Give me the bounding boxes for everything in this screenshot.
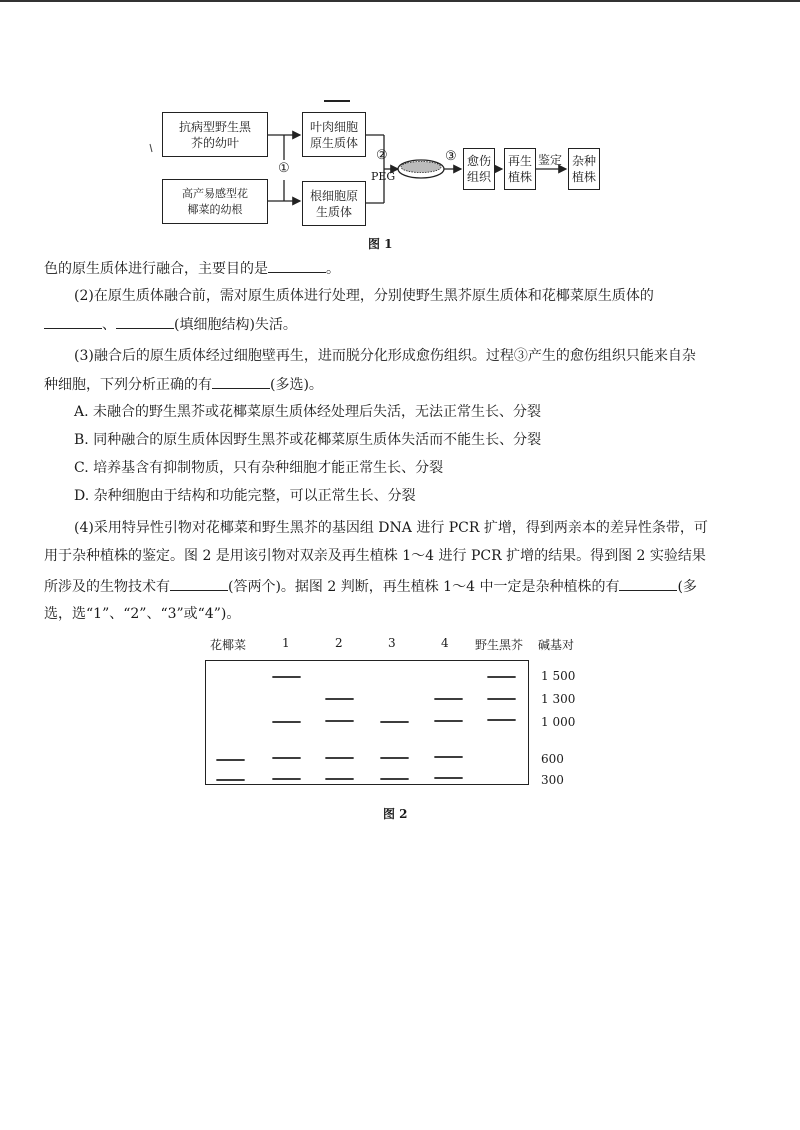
figure-2-caption: 图 2 <box>383 807 408 821</box>
option-b: B. 同种融合的原生质体因野生黑芥或花椰菜原生质体失活而不能生长、分裂 <box>74 432 542 448</box>
option-d: D. 杂种细胞由于结构和功能完整，可以正常生长、分裂 <box>74 488 416 504</box>
box-cauliflower-root: 高产易感型花椰菜的幼根 <box>162 179 268 224</box>
lane-label-cauliflower: 花椰菜 <box>210 638 247 652</box>
box-callus: 愈伤组织 <box>463 148 495 190</box>
question-2-line-1: (2)在原生质体融合前，需对原生质体进行处理，分别使野生黑芥原生质体和花椰菜原生质体的 <box>74 288 654 304</box>
size-300: 300 <box>541 773 564 787</box>
line-fusion-purpose: 色的原生质体进行融合，主要目的是 。 <box>44 258 760 279</box>
question-4-line-3: 所涉及的生物技术有 (答两个)。据图 2 判断，再生植株 1～4 中一定是杂种植株的有 (多 <box>44 576 760 597</box>
identify-label: 鉴定 <box>538 153 563 167</box>
step-3-label: ③ <box>445 149 457 164</box>
question-2-line-2: 、 (填细胞结构)失活。 <box>44 314 760 335</box>
box-hybrid-plant: 杂种植株 <box>568 148 600 190</box>
lane-label-2: 2 <box>335 636 343 650</box>
box-root-protoplast: 根细胞原生质体 <box>302 181 366 226</box>
peg-label: PEG <box>371 170 396 183</box>
lane-label-3: 3 <box>388 636 396 650</box>
question-4-line-2: 用于杂种植株的鉴定。图 2 是用该引物对双亲及再生植株 1～4 进行 PCR 扩增的结果。得到图 2 实验结果 <box>44 548 706 564</box>
option-c: C. 培养基含有抑制物质，只有杂种细胞才能正常生长、分裂 <box>74 460 444 476</box>
box-regenerated-plant: 再生植株 <box>504 148 536 190</box>
question-4-line-1: (4)采用特异性引物对花椰菜和野生黑芥的基因组 DNA 进行 PCR 扩增，得到两亲本的差异性条带，可 <box>74 520 708 536</box>
box-wild-mustard-leaf: 抗病型野生黑芥的幼叶 <box>162 112 268 157</box>
size-600: 600 <box>541 752 564 766</box>
option-a: A. 未融合的野生黑芥或花椰菜原生质体经处理后失活，无法正常生长、分裂 <box>74 404 542 420</box>
size-1300: 1 300 <box>541 692 576 706</box>
size-1500: 1 500 <box>541 669 576 683</box>
lane-label-1: 1 <box>282 636 290 650</box>
step-2-label: ② <box>376 148 388 163</box>
question-3-line-2: 种细胞，下列分析正确的有 (多选)。 <box>44 374 760 395</box>
figure-1-caption: 图 1 <box>368 237 393 251</box>
question-4-line-4: 选，选“1”、“2”、“3”或“4”)。 <box>44 606 241 622</box>
question-3-line-1: (3)融合后的原生质体经过细胞壁再生，进而脱分化形成愈伤组织。过程③产生的愈伤组织只能来自杂 <box>74 348 696 364</box>
size-header: 碱基对 <box>538 638 575 652</box>
lane-label-4: 4 <box>441 636 449 650</box>
lane-label-wild-mustard: 野生黑芥 <box>475 638 524 652</box>
box-mesophyll-protoplast: 叶肉细胞原生质体 <box>302 112 366 157</box>
size-1000: 1 000 <box>541 715 576 729</box>
step-1-label: ① <box>278 161 290 176</box>
